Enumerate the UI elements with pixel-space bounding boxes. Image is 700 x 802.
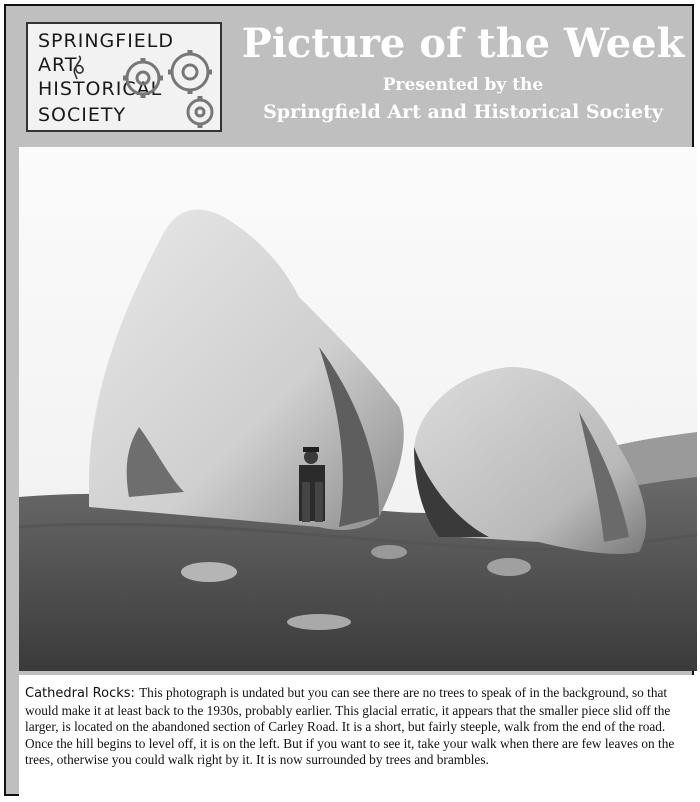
caption-lead: Cathedral Rocks: bbox=[25, 686, 140, 701]
treble-clef-icon bbox=[68, 54, 90, 80]
poster-frame bbox=[4, 4, 694, 796]
society-logo bbox=[26, 22, 222, 132]
logo-line-4: SOCIETY bbox=[38, 104, 127, 126]
photo-caption bbox=[19, 675, 697, 796]
photo-image bbox=[19, 147, 697, 671]
historical-photo bbox=[19, 147, 697, 671]
logo-line-2: ART bbox=[38, 54, 78, 76]
subtitle-presented-by: Presented by the bbox=[382, 75, 544, 95]
logo-line-3: HISTORICAL bbox=[38, 78, 163, 100]
logo-line-1: SPRINGFIELD bbox=[38, 30, 175, 52]
caption-body: This photograph is undated but you can see there are no trees to speak of in the background, so that would make it at least back to the 1930s, probably earlier. This glacial erratic, it appears that the smaller piece slid off the larger, is located on the abandoned section of Carley Road. It is a short, but fairly steeple, walk from the end of the road. Once the hill begins to level off, it is on the left. But if you want to see it, take your walk when there are few leaves on the trees, otherwise you could walk right by it. It is now surrounded by trees and brambles. bbox=[25, 685, 675, 768]
page-title: Picture of the Week bbox=[241, 20, 685, 67]
subtitle-society-name: Springfield Art and Historical Society bbox=[263, 101, 663, 123]
gear-icon bbox=[118, 50, 222, 130]
